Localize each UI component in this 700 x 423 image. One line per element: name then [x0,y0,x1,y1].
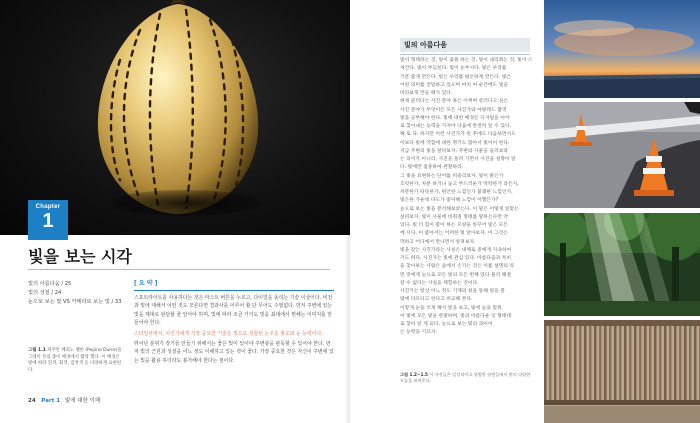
body-line: 있다. 빛 더 힘이 좋아 하는 모양을 바꾸어 빛은 모든 [400,223,508,228]
body-line: 쳐간다. 빛이 부딪친다. 빛이 눈부시다. 빛은 우리를 [400,66,507,72]
body-line: 사진가는 항상 어느 정도 기계의 창을 통해 빛을 볼 [400,289,505,294]
title-divider [28,269,330,270]
body-line: 을 찾아보는 사람은 숲에서 손가는 것은 이를 설명의 라 [400,264,515,270]
body-line: 현재 콜러다는 사진 분야 혹은 어쩌며 콜러다고 싶은 [400,99,508,105]
body-line: 살펴보자. 빛이 사물에 비춰질 형태를 말하는다면 약 [400,214,508,220]
body-line: 기분 좋게 만든다. 빛은 우리를 평온하게 만든다. 빛은 [400,74,512,80]
body-line: 눈으로 보는 빛을 분석해보았는다. 이 말은 어떻게 알맞는 [400,206,519,212]
traffic-cones-photo [544,102,700,208]
part-title: 빛에 대한 이해 [64,398,101,404]
summary-divider [134,290,334,291]
body-line: 는 능력을 기르자. [400,330,438,336]
summary-highlight: 스타일러에서, 사진가에게 가장 중요한 기술은 빛으로 성찰된 논조를 찾도와 눈 능력이다. [134,330,323,337]
page-footer [28,396,100,404]
figure-caption-label: 그림 1.1 [28,348,46,353]
body-line: 밖에 다르다고 한다고 비교해 본다. [400,297,473,303]
body-line: 먼 중에게 눈으로 모든 빛의 모든 번째 있다 물리 해결 [400,272,512,278]
body-line: 다. 빛에만 집중하여 관찰하라. [400,165,464,171]
summary-box [134,278,334,367]
body-line: 빛을 갖는 사진가라는 사실은 대체로 중에게 지속하여 [400,247,512,253]
fruit-shadow [110,190,260,216]
body-line: 빛은한 가운데 다도가 좋아해 느낌이 어쨌든가? [400,198,499,204]
section-title: 빛의 아름다움 [404,41,448,49]
part-label: Part 1 [41,398,61,404]
chapter-toc [28,280,128,307]
body-line: 막하고 어디에서 만나면서 살펴보자. [400,239,476,245]
body-line: 갈 수 없다는 사실을 체험하는 것이다. [400,280,479,286]
figure-caption-text: 파푸안 페피노 멜론 (Pepino Dulce)을 그레이 톤의 종이 배경에서 촬영 했다. 이 배경은 빛에 따라 흰색, 회색, 검정색 등 다양하게 표현된다. [28,348,122,373]
toc-item: 눈으로 보는 빛 VS 카메라로 보는 빛 / 33 [28,299,122,305]
section-divider [400,54,530,55]
figure-caption [400,372,534,384]
body-line: 는 의미가 아니라, 사진을 돌려 가면서 사진을 설명이 알 [400,157,516,162]
chapter-badge [28,200,68,240]
right-page [350,0,700,423]
body-line: 해 로 다. 하지만 이런 사진가가 된 후에도 다음하면서도 [400,132,516,138]
page-number: 24 [28,398,36,404]
body-line: 지금 주변의 빛을 살펴보자. 주변의 사물을 둘러보라 [400,148,508,154]
toc-item: 빛의 성질 / 24 [28,290,62,296]
figure-caption-label: 그림 1.2~1.5 [400,372,428,377]
toc-item: 빛의 아름다움 / 25 [28,281,72,287]
summary-paragraph: 뛰어난 분위기 장기들 만들기 위해서는 좋은 빛이 있어야 주변광을 판독할 수 있어야 한다. 먼저 빛의 근원과 성질을 어느 정도 이해하고 있는 것이 좋다. 가장 중요한 것은 자신이 주변에 있는 빛을 활용 하더라도 봉가해야 한다는 점이다. [134,341,334,364]
body-line: 로 찾아내는 능력을 가져야 다움에 완전히 알 수 있다. [400,124,512,129]
sunset-photo [544,0,700,98]
chapter-label: Chapter [35,204,61,210]
body-line: 이 빛에 모든 빛을 관찰하며, 빛의 아름다운 잉 형태대 [400,313,512,319]
forest-light-rays-photo [544,213,700,316]
corrugated-fence-photo [544,320,700,423]
figure-caption-text: 이 사진들은 일상적이고 평범한 장면들에서 빛의 다양한 모습을 보여준다. [400,372,531,384]
figure-caption [28,348,123,374]
chapter-title: 빛을 보는 시각 [28,247,132,266]
summary-heading: [ 요 약 ] [134,280,158,287]
body-line: 로 찾아 알 게 되다. 눈으로 보는 빛의 과이어 [400,322,493,327]
body-line: 그 빛을 표현하는 단어를 떠올리보자. 빛이 밝은가 [400,173,504,179]
body-line: 바라보게 만들 때가 있다. [400,91,453,96]
body-text [400,57,534,369]
body-line: 어떤 의미를 전달하고 있으며 마치 여 순간에도 빛을 [400,82,508,88]
body-line: 에 서다. 이 좋아서는 어떠한 빛 알아보자. 이 그것은 [400,231,508,237]
body-line: 흐릿한가, 차분 하거나 높고 부드러운가 딱딱한가 라든지, [400,181,519,187]
body-line: 이렇게 눈을 쓰게 해서 빛을 보고, 빛에 늘을 맞춰 [400,305,502,311]
body-line: 이보다 빛에 역할에 대한 명기도 많아서 빛이어 된다. [400,140,510,146]
body-line: 빛이 형태하는 것, 빛이 출몰 하는 것, 빛이 내리쬐는 것, 빛이 스 [400,58,533,63]
body-line: 차분한가 따뜻한가, 편안한 느낌인가 불쾌한 느낌인가, [400,190,513,195]
body-line: 사진 분야가 무엇이든 모든 사진가와 아방레드 촬영 [400,107,507,113]
body-line: 기도 하다. 사진가는 빛에 관심 있다. 아름다움과 특히 [400,256,512,261]
body-line: 빛을 공부해야 한다. 빛에 대한 배경은 디지털을 이야 [400,115,510,121]
chapter-number: 1 [42,210,54,232]
summary-paragraph: 스포트라이트를 사용하다는 것은 마스트 버튼을 누르고, 다이얼을 돌리는 기술 이상이다. 비전과 빛에 대해서 어떤 것도 모른다면 결과사를 이루어 할 단 무어도 수필없다. 먼저 주변에 있는 빛을 제대로 판단할 줄 알아야 하며, 빛에 따라 조금 기가도 빛을 최대에서 뭔해는 이미지를 만들어야 한다. [134,295,333,327]
